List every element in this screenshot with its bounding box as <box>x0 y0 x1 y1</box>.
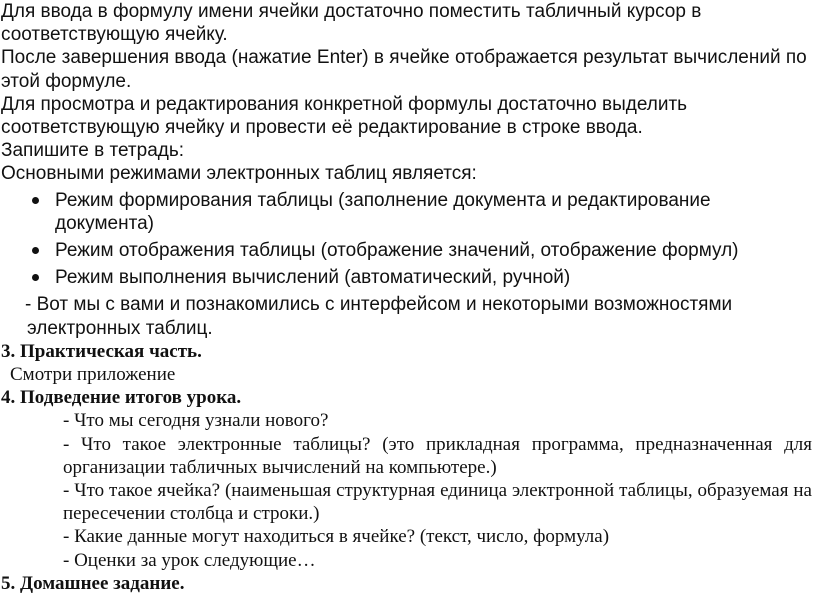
question-item: - Оценки за урок следующие… <box>63 549 316 571</box>
section-4-heading: 4. Подведение итогов урока. <box>1 387 242 409</box>
question-item: - Что мы сегодня узнали нового? <box>63 410 329 432</box>
bullet-icon <box>32 197 39 204</box>
list-item <box>1 266 812 289</box>
paragraph-write-down: Запишите в тетрадь: <box>1 140 185 162</box>
modes-list <box>1 189 812 290</box>
paragraph-after-enter: После завершения ввода (нажатие Enter) в ячейке отображается результат вычислений по этой формуле. <box>1 47 807 92</box>
paragraph-modes-intro: Основными режимами электронных таблиц является: <box>1 163 477 185</box>
list-item-text: Режим выполнения вычислений (автоматический, ручной) <box>55 267 571 289</box>
section-5-heading: 5. Домашнее задание. <box>1 572 185 594</box>
list-item <box>1 189 812 235</box>
list-item-text: Режим формирования таблицы (заполнение документа и редактирование документа) <box>55 189 711 234</box>
list-item-text: Режим отображения таблицы (отображение значений, отображение формул) <box>55 240 739 262</box>
paragraph-formula-input: Для ввода в формулу имени ячейки достаточно поместить табличный курсор в соответствующую ячейку. <box>1 1 702 46</box>
question-item: - Какие данные могут находиться в ячейке? (текст, число, формула) <box>63 526 610 548</box>
bullet-icon <box>32 274 39 281</box>
paragraph-view-edit: Для просмотра и редактирования конкретной формулы достаточно выделить соответствующую ячейку и провести её редактирование в строке ввода. <box>1 93 688 139</box>
section-3-heading: 3. Практическая часть. <box>1 340 202 362</box>
bullet-icon <box>32 247 39 254</box>
list-item <box>1 239 812 262</box>
question-item: - Что такое электронные таблицы? (это прикладная программа, предназначенная для организации табличных вычислений на компьютере.) <box>63 433 812 478</box>
question-item: - Что такое ячейка? (наименьшая структурная единица электронной таблицы, образуемая на пересечении столбца и строки.) <box>63 480 812 525</box>
section-3-text: Смотри приложение <box>10 364 176 386</box>
paragraph-summary: - Вот мы с вами и познакомились с интерфейсом и некоторыми возможностями электронных таблиц. <box>25 294 733 339</box>
